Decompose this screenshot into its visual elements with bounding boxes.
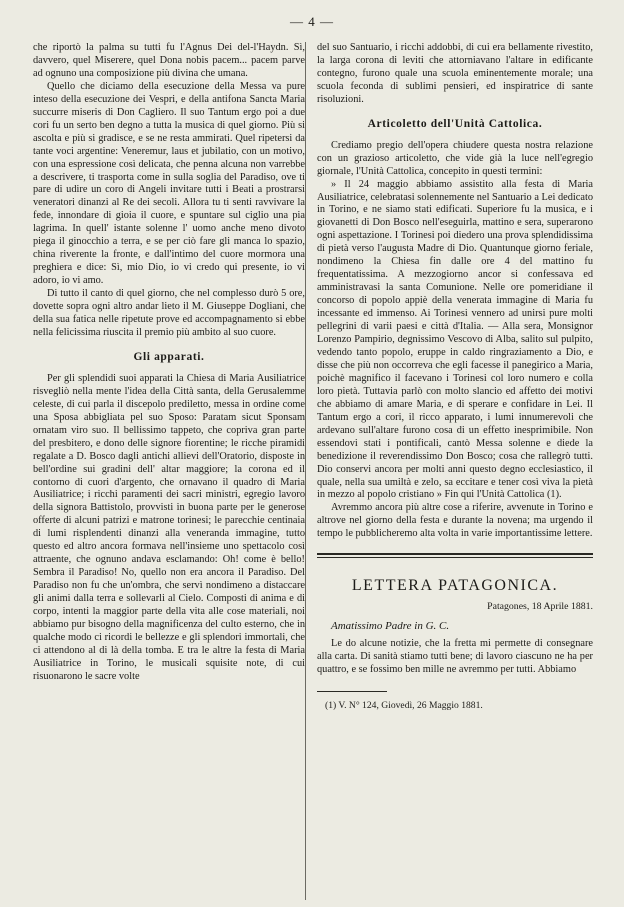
- santuario-paragraph: del suo Santuario, i ricchi addobbi, di cui era bellamente rivestito, la larga corona di leviti che attorniavano l'altare in edificante contegno, furono quale una scuola eminentemente morale; una scuola feconda di sublimi pensieri, ed inspiratrice di sante risoluzioni.: [317, 42, 593, 105]
- intro-paragraph-3: Di tutto il canto di quel giorno, che nel complesso durò 5 ore, dovette sopra ogni altro andar lieto il M. Giuseppe Dogliani, che della sua fatica nelle ripetute prove ed accompagnamento si ebbe nella felicissima riuscita il premio più ambito al suo cuore.: [33, 288, 305, 338]
- unita-paragraph-1: Crediamo pregio dell'opera chiudere questa nostra relazione con un grazioso articoletto, che vide già la luce nell'egregio giornale, l'Unità Cattolica, concepito in questi termini:: [317, 139, 593, 177]
- letter-title: LETTERA PATAGONICA.: [351, 577, 559, 595]
- apparati-paragraph: Per gli splendidi suoi apparati la Chiesa di Maria Ausiliatrice risvegliò nella mente l'idea della Città santa, della Gerusalemme celeste, di cui parla il discepolo prediletto, messa in ordine come una Sposa abbigliata pel suo Sposo: Paratam sicut Sponsam ornatam viro suo. Il bellissimo tappeto, che copriva gran parte del presbitero, e dono delle signore fiorentine; le ricche piramidi regalate a D. Bosco dagli antichi allievi dell'Oratorio, disposte in bell'ordine sui gradini dell' altar maggiore; la corona ed il contorno di cuori d'argento, che ornavano il quadro di Maria Ausiliatrice; i ricchi paramenti dei sacri ministri, egregio lavoro della signora Battistolo, provvisti in buona parte per le generose offerte di alcuni patrizi e matrone torinesi; le parecchie centinaia di lumi risplendenti dinanzi alla veneranda immagine, tutto questo ed altro ancora formava nell'insieme uno spettacolo così attraente, che ognuno andava esclamando: Oh! come è bello! Sembra il Paradiso! No, quello non era ancora il Paradiso. Del Paradiso non fu che un'ombra, che servì nondimeno a distaccare gli animi dalla terra e sollevarli al Cielo. Composti di anima e di corpo, intenti la maggior parte della vita alle cose materiali, noi abbiamo pur bisogno della magnificenza del culto esterno, che in qualche modo ci ricordi le bellezze e gli splendori immortali, che ci attendono al di là della tomba. E tra le altre la festa di Maria Ausiliatrice in Torino, le musicali squisite note, di cui risuonarono le sacre volte: [33, 372, 305, 682]
- column-divider: [305, 42, 306, 900]
- section-heading-unita-cattolica: Articoletto dell'Unità Cattolica.: [367, 117, 543, 130]
- unita-paragraph-3: Avremmo ancora più altre cose a riferire, avvenute in Torino e altrove nel giorno della festa e durante la novena; ma urgendo il tempo le pubblicheremo alta volta in varie importantissime lettere.: [317, 502, 593, 540]
- double-rule: [317, 553, 593, 558]
- intro-paragraph-2: Quello che diciamo della esecuzione della Messa va pure inteso della esecuzione dei Vespri, e della antifona Sancta Maria succurre miseris di Don Cagliero. Il suo Tantum ergo poi a due cori fu un serto ben degno a tutta la musica di quel giorno. Più si ascolta e più si gradisce, e se ne resta ammirati. Quel ripetersi da tante voci argentine: Veneremur, laus et jubilatio, con un motivo, con una espressione così delicata, che penna alcuna non varrebbe a descrivere, ti trasporta come in sulla soglia del Paradiso, ove ti pare di udire un coro di Angeli invitare tutti i Beati a prostrarsi veneratori dinanzi al Re dei secoli. Allora tu ti senti ravvivare la fede, innondare di gioia il cuore, e spuntare sul ciglio una pia lagrima. In quell' istante solenne l' uomo anche meno divoto piega il ginocchio a terra, e se per ciò fare gli manca lo spazio, china riverente la fronte, e dall'intimo del cuore mormora una preghiera e dice: Sì, mio Dio, io vi credo qui presente, io vi adoro, io vi amo.: [33, 80, 305, 287]
- left-column: [33, 42, 305, 684]
- unita-paragraph-2: » Il 24 maggio abbiamo assistito alla festa di Maria Ausiliatrice, celebratasi solennemente nel Santuario a Lei dedicato in Torino, e ne siamo stati edificati. Superiore fu la musica, e i giovanetti di Don Bosco nell'eseguirla, mattino e sera, superarono ogni aspettazione. I Torinesi poi diedero una prova splendidissima di pietà verso l'augusta Madre di Dio. Quantunque giorno feriale, nondimeno la Chiesa fin dalle ore 4 del mattino fu frequentatissima. A mezzogiorno ancor si confessava ed amministravasi la santa Comunione. Nelle ore pomeridiane il concorso di popolo appiè della venerata immagine di Maria fu incessante ed immenso. Ai Torinesi vennero ad unirsi pure molti pellegrini di varii paesi e città d'Italia. — Alla sera, Monsignor Lorenzo Pampirio, degnissimo Vescovo di Alba, salito sul pulpito, vedendo tanto popolo, eruppe in caldo ringraziamento a Dio, e disse che più non occorreva che egli facesse il panegirico a Maria, poichè magnifico il facevano i Torinesi col loro numero e colla loro pietà. Tuttavia parlò con molto slancio ed affetto dei motivi che abbiamo di amare Maria, e di sperare e confidare in Lei. Il Tantum ergo a cori, il ricco apparato, i lumi innumerevoli che ardevano sull'altare furono cosa di un effetto inesprimibile. Non essendovi stati i pontificali, cantò Messa solenne e diede la benedizione il reverendissimo Don Bosco; cosa che rallegrò tutti. Dio conservi ancora per molti anni questo degno ecclesiastico, il quale, nella sua umiltà e zelo, sa eccitare e tener così viva la pietà in mezzo al popolo cristiano » Fin qui l'Unità Cattolica (1).: [317, 178, 593, 501]
- letter-separator: [317, 553, 593, 558]
- intro-paragraph-1: che riportò la palma su tutti fu l'Agnus Dei del-l'Haydn. Sì, davvero, quel Miserere, quel Dona nobis pacem... pacem parve ad ognuno una composizione più divina che umana.: [33, 42, 305, 79]
- letter-paragraph: Le do alcune notizie, che la fretta mi permette di consegnare alla carta. Di sanità stiamo tutti bene; di lavoro ciascuno ne ha per quattro, e se fossimo ben mille ne avremmo per tutti. Abbiamo: [317, 638, 593, 676]
- letter-salutation: Amatissimo Padre in G. C.: [331, 620, 450, 633]
- section-heading-apparati: Gli apparati.: [133, 350, 205, 363]
- page-number: — 4 —: [290, 14, 334, 29]
- footnote-rule: [317, 691, 387, 692]
- right-column: [317, 42, 593, 713]
- footnote: (1) V. N° 124, Giovedì, 26 Maggio 1881.: [325, 699, 483, 711]
- letter-dateline: Patagones, 18 Aprile 1881.: [487, 601, 593, 613]
